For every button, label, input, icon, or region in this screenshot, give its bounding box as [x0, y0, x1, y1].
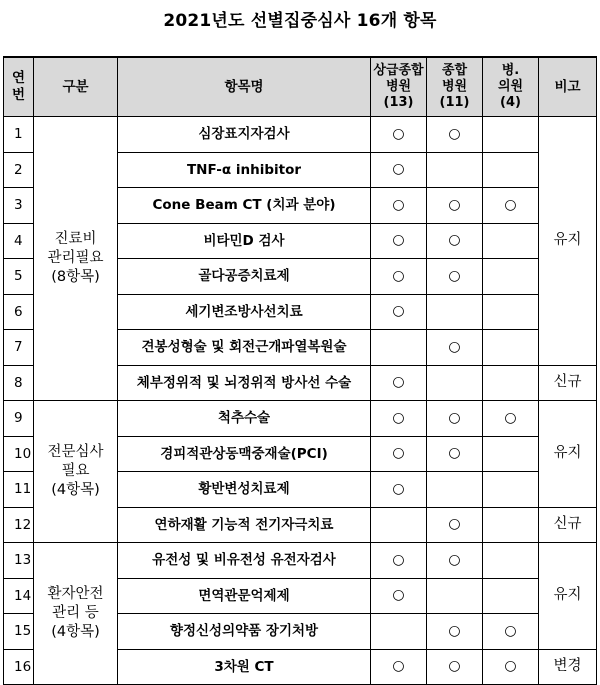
row-number: 8	[4, 365, 34, 401]
tertiary-mark: ○	[371, 365, 427, 401]
general-mark	[427, 578, 483, 614]
header-general-hospital: 종합 병원 (11)	[427, 57, 483, 117]
category-cell	[34, 543, 118, 685]
general-mark: ○	[427, 436, 483, 472]
clinic-mark	[483, 152, 539, 188]
item-name: Cone Beam CT (치과 분야)	[118, 188, 371, 224]
row-number: 3	[4, 188, 34, 224]
tertiary-mark: ○	[371, 543, 427, 579]
header-category: 구분	[34, 57, 118, 117]
row-number: 12	[4, 507, 34, 543]
item-name: 심장표지자검사	[118, 117, 371, 153]
header-item: 항목명	[118, 57, 371, 117]
tertiary-mark: ○	[371, 294, 427, 330]
row-number: 16	[4, 649, 34, 685]
category-label-line: 필요	[61, 463, 90, 480]
tertiary-mark: ○	[371, 152, 427, 188]
tertiary-mark: ○	[371, 117, 427, 153]
item-name: 3차원 CT	[118, 649, 371, 685]
category-label-line: (8항목)	[51, 268, 100, 285]
item-name: 골다공증치료제	[118, 259, 371, 295]
row-number: 5	[4, 259, 34, 295]
note-cell: 유지	[539, 117, 597, 366]
clinic-mark	[483, 117, 539, 153]
header-note: 비고	[539, 57, 597, 117]
table-row	[4, 401, 597, 437]
tertiary-mark	[371, 507, 427, 543]
category-label-line: 관리 등	[52, 605, 99, 622]
item-name: 비타민D 검사	[118, 223, 371, 259]
tertiary-mark: ○	[371, 401, 427, 437]
category-cell	[34, 117, 118, 401]
row-number: 1	[4, 117, 34, 153]
page-title: 2021년도 선별집중심사 16개 항목	[163, 11, 437, 31]
clinic-mark	[483, 365, 539, 401]
row-number: 14	[4, 578, 34, 614]
clinic-mark: ○	[483, 614, 539, 650]
tertiary-mark: ○	[371, 472, 427, 508]
clinic-mark	[483, 543, 539, 579]
table-body	[4, 117, 597, 685]
tertiary-mark: ○	[371, 649, 427, 685]
row-number: 15	[4, 614, 34, 650]
clinic-mark	[483, 330, 539, 366]
general-mark: ○	[427, 614, 483, 650]
note-cell: 신규	[539, 365, 597, 401]
category-label-line: 진료비	[54, 231, 97, 248]
item-name: 향정신성의약품 장기처방	[118, 614, 371, 650]
clinic-mark	[483, 259, 539, 295]
header-no: 연번	[4, 57, 34, 117]
general-mark	[427, 294, 483, 330]
item-name: 황반변성치료제	[118, 472, 371, 508]
clinic-mark	[483, 223, 539, 259]
general-mark: ○	[427, 188, 483, 224]
note-cell: 신규	[539, 507, 597, 543]
row-number: 9	[4, 401, 34, 437]
clinic-mark	[483, 472, 539, 508]
item-name: TNF-α inhibitor	[118, 152, 371, 188]
clinic-mark	[483, 578, 539, 614]
general-mark: ○	[427, 401, 483, 437]
tertiary-mark: ○	[371, 188, 427, 224]
category-cell	[34, 401, 118, 543]
row-number: 13	[4, 543, 34, 579]
clinic-mark	[483, 507, 539, 543]
item-name: 유전성 및 비유전성 유전자검사	[118, 543, 371, 579]
note-cell: 유지	[539, 543, 597, 650]
row-number: 2	[4, 152, 34, 188]
row-number: 4	[4, 223, 34, 259]
tertiary-mark	[371, 330, 427, 366]
item-name: 세기변조방사선치료	[118, 294, 371, 330]
general-mark	[427, 472, 483, 508]
general-mark	[427, 365, 483, 401]
row-number: 11	[4, 472, 34, 508]
category-label-line: 전문심사	[47, 444, 104, 461]
item-name: 면역관문억제제	[118, 578, 371, 614]
clinic-mark	[483, 294, 539, 330]
tertiary-mark: ○	[371, 436, 427, 472]
clinic-mark: ○	[483, 649, 539, 685]
general-mark: ○	[427, 330, 483, 366]
item-name: 체부정위적 및 뇌정위적 방사선 수술	[118, 365, 371, 401]
item-name: 견봉성형술 및 회전근개파열복원술	[118, 330, 371, 366]
note-cell: 변경	[539, 649, 597, 685]
tertiary-mark: ○	[371, 223, 427, 259]
item-name: 연하재활 기능적 전기자극치료	[118, 507, 371, 543]
row-number: 6	[4, 294, 34, 330]
tertiary-mark	[371, 614, 427, 650]
audit-items-table	[3, 56, 597, 685]
header-row	[4, 57, 597, 117]
clinic-mark: ○	[483, 188, 539, 224]
tertiary-mark: ○	[371, 259, 427, 295]
general-mark: ○	[427, 543, 483, 579]
clinic-mark: ○	[483, 401, 539, 437]
header-tertiary-hospital: 상급종합 병원 (13)	[371, 57, 427, 117]
general-mark: ○	[427, 507, 483, 543]
general-mark: ○	[427, 649, 483, 685]
clinic-mark	[483, 436, 539, 472]
general-mark: ○	[427, 259, 483, 295]
category-label-line: (4항목)	[51, 623, 100, 640]
category-label-line: 환자안전	[47, 586, 104, 603]
general-mark: ○	[427, 117, 483, 153]
tertiary-mark: ○	[371, 578, 427, 614]
category-label-line: 관리필요	[47, 250, 104, 267]
item-name: 경피적관상동맥중재술(PCI)	[118, 436, 371, 472]
row-number: 10	[4, 436, 34, 472]
general-mark	[427, 152, 483, 188]
table-row	[4, 543, 597, 579]
category-label-line: (4항목)	[51, 481, 100, 498]
table-row	[4, 117, 597, 153]
row-number: 7	[4, 330, 34, 366]
item-name: 척추수술	[118, 401, 371, 437]
note-cell: 유지	[539, 401, 597, 508]
general-mark: ○	[427, 223, 483, 259]
header-clinic: 병. 의원 (4)	[483, 57, 539, 117]
